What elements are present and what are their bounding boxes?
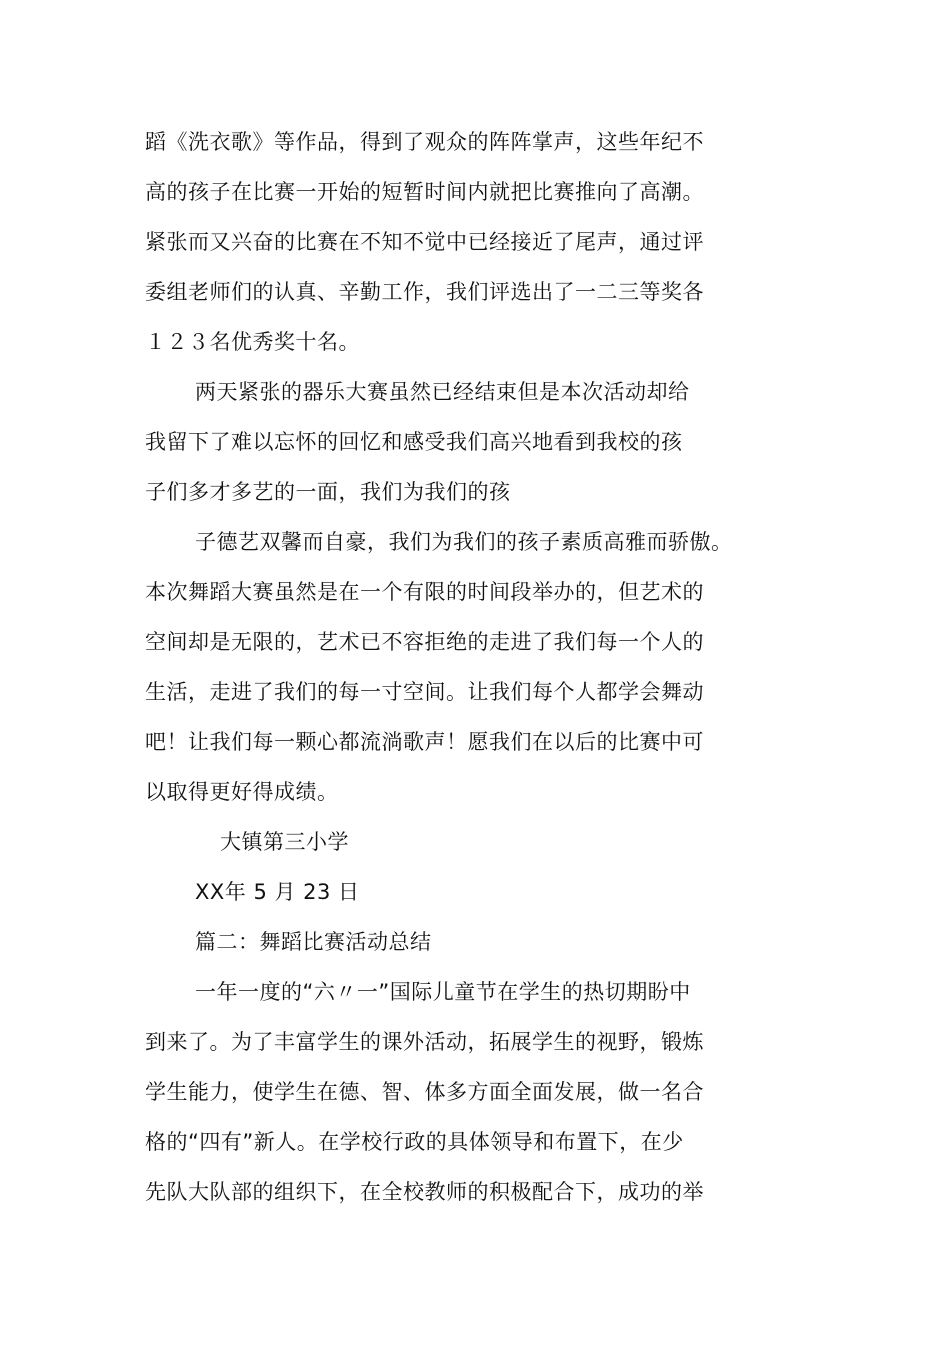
text-line: 子们多才多艺的一面，我们为我们的孩 bbox=[145, 480, 511, 504]
text-line: 吧！让我们每一颗心都流淌歌声！愿我们在以后的比赛中可 bbox=[145, 730, 704, 754]
section-heading: 篇二：舞蹈比赛活动总结 bbox=[195, 930, 432, 954]
text-line: 先队大队部的组织下，在全校教师的积极配合下，成功的举 bbox=[145, 1180, 704, 1204]
text-line: 到来了。为了丰富学生的课外活动，拓展学生的视野，锻炼 bbox=[145, 1030, 704, 1054]
text-line: 高的孩子在比赛一开始的短暂时间内就把比赛推向了高潮。 bbox=[145, 180, 704, 204]
text-line: 委组老师们的认真、辛勤工作，我们评选出了一二三等奖各 bbox=[145, 280, 704, 304]
text-line: 子德艺双馨而自豪，我们为我们的孩子素质高雅而骄傲。 bbox=[195, 530, 733, 554]
signature-school: 大镇第三小学 bbox=[220, 830, 349, 854]
text-line: 学生能力，使学生在德、智、体多方面全面发展，做一名合 bbox=[145, 1080, 704, 1104]
text-line: 两天紧张的器乐大赛虽然已经结束但是本次活动却给 bbox=[195, 380, 690, 404]
text-line: 生活，走进了我们的每一寸空间。让我们每个人都学会舞动 bbox=[145, 680, 704, 704]
text-line: 一年一度的“六〃一”国际儿童节在学生的热切期盼中 bbox=[195, 980, 691, 1004]
text-line: 蹈《洗衣歌》等作品，得到了观众的阵阵掌声，这些年纪不 bbox=[145, 130, 704, 154]
text-line: 格的“四有”新人。在学校行政的具体领导和布置下，在少 bbox=[145, 1130, 684, 1154]
text-line: 我留下了难以忘怀的回忆和感受我们高兴地看到我校的孩 bbox=[145, 430, 683, 454]
text-line: １２３名优秀奖十名。 bbox=[145, 330, 360, 354]
text-line: 空间却是无限的，艺术已不容拒绝的走进了我们每一个人的 bbox=[145, 630, 704, 654]
signature-date: XX年 5 月 23 日 bbox=[195, 880, 360, 904]
text-line: 本次舞蹈大赛虽然是在一个有限的时间段举办的，但艺术的 bbox=[145, 580, 704, 604]
text-line: 紧张而又兴奋的比赛在不知不觉中已经接近了尾声，通过评 bbox=[145, 230, 704, 254]
text-line: 以取得更好得成绩。 bbox=[145, 780, 339, 804]
